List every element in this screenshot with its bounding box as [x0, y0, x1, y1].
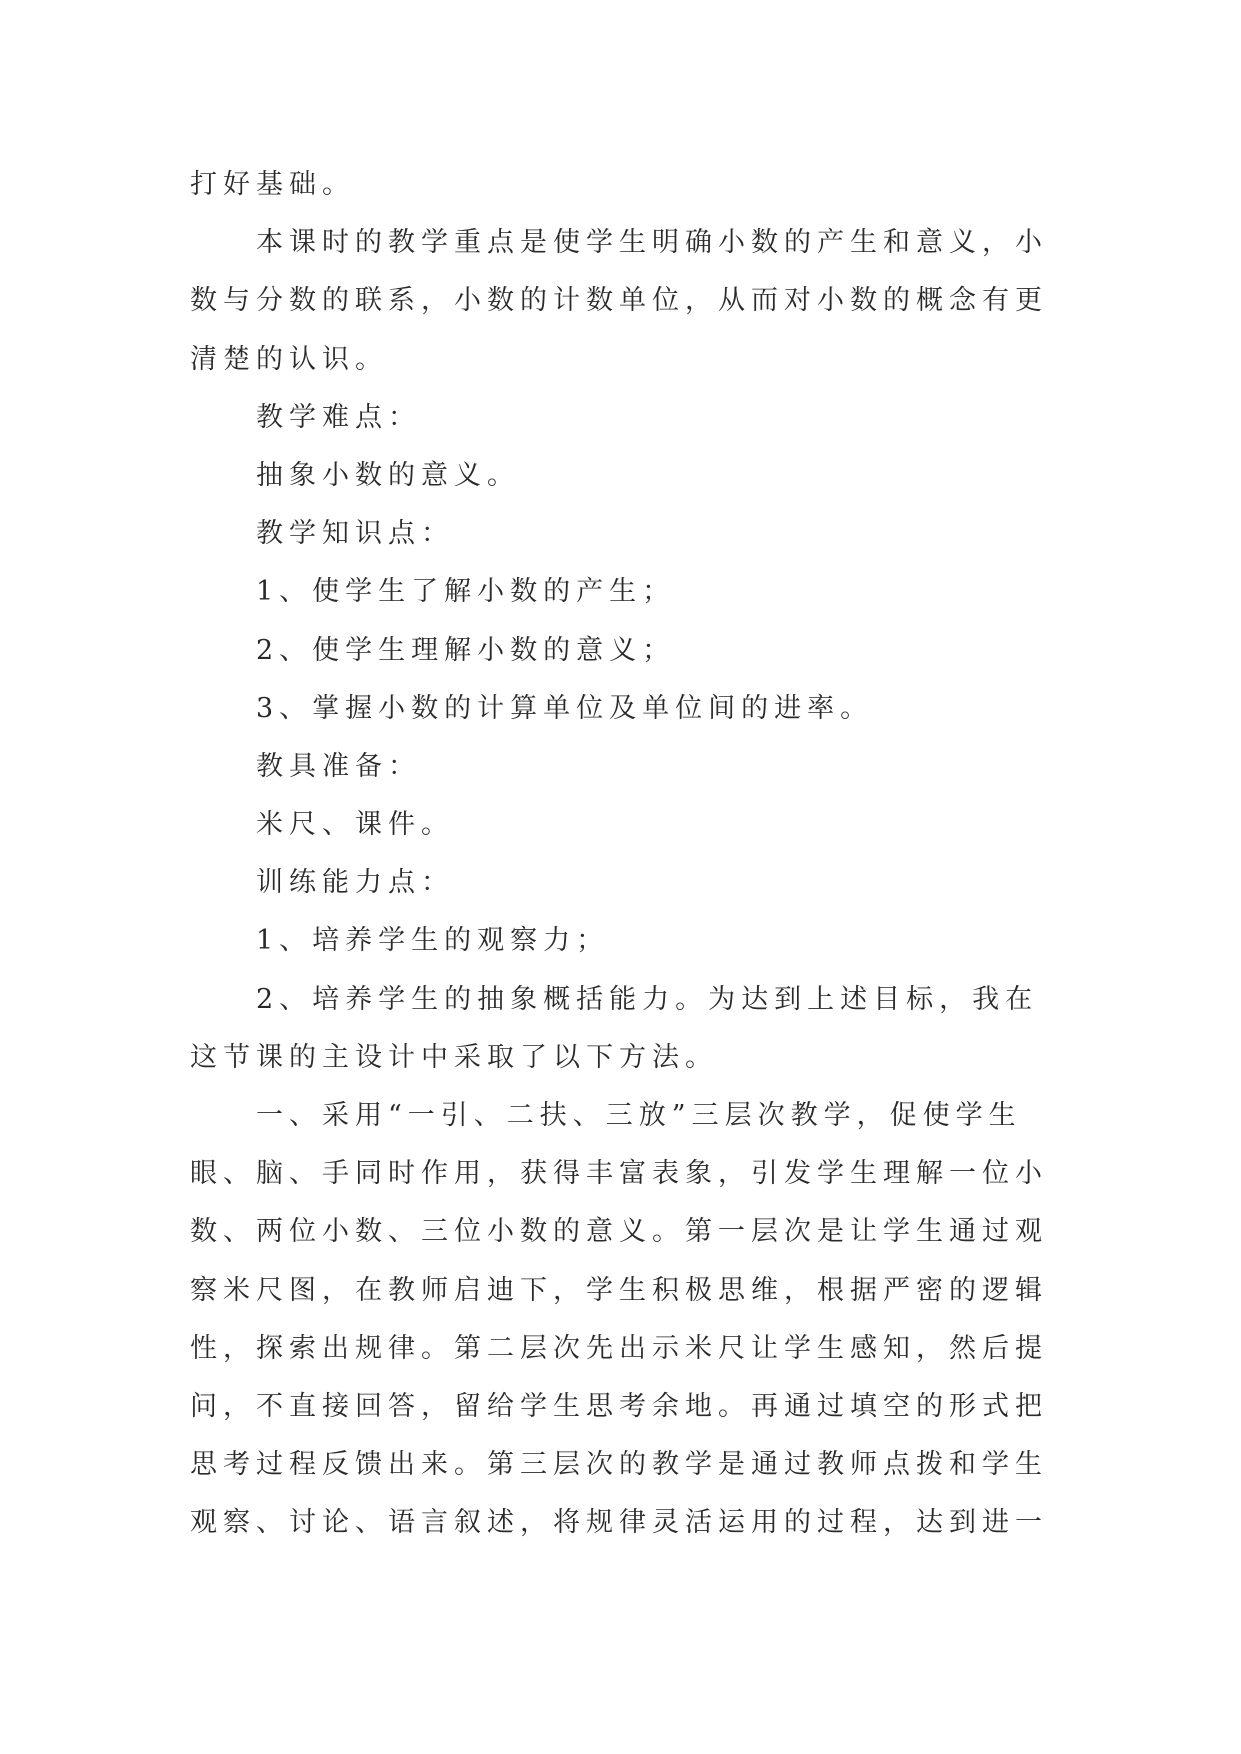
document-body	[190, 156, 1060, 1553]
list-item: 3、掌握小数的计算单位及单位间的进率。	[256, 692, 874, 724]
text-line: 数、两位小数、三位小数的意义。第一层次是让学生通过观	[190, 1216, 1048, 1248]
section-heading-knowledge-points: 教学知识点：	[256, 518, 454, 550]
section-heading-ability-points: 训练能力点：	[256, 867, 454, 899]
text-line: 这节课的主设计中采取了以下方法。	[190, 1041, 718, 1073]
section-heading-teaching-difficulty: 教学难点：	[256, 401, 421, 433]
text-line: 思考过程反馈出来。第三层次的教学是通过教师点拨和学生	[190, 1449, 1048, 1481]
text-line: 数与分数的联系，小数的计数单位，从而对小数的概念有更	[190, 285, 1048, 317]
text-line: 性，探索出规律。第二层次先出示米尺让学生感知，然后提	[190, 1332, 1048, 1364]
text-line: 抽象小数的意义。	[256, 459, 520, 491]
list-item: 2、培养学生的抽象概括能力。为达到上述目标，我在	[256, 983, 1039, 1015]
text-line: 问，不直接回答，留给学生思考余地。再通过填空的形式把	[190, 1390, 1048, 1422]
list-item: 1、培养学生的观察力；	[256, 925, 610, 957]
text-line: 打好基础。	[190, 169, 355, 200]
section-heading-teaching-aids: 教具准备：	[256, 750, 421, 782]
text-line: 一、采用“一引、二扶、三放”三层次教学，促使学生	[256, 1100, 1022, 1131]
list-item: 2、使学生理解小数的意义；	[256, 634, 676, 666]
text-line: 察米尺图，在教师启迪下，学生积极思维，根据严密的逻辑	[190, 1274, 1048, 1306]
text-line: 本课时的教学重点是使学生明确小数的产生和意义，小	[256, 227, 1048, 259]
text-line: 清楚的认识。	[190, 343, 388, 375]
text-line: 观察、讨论、语言叙述，将规律灵活运用的过程，达到进一	[190, 1507, 1048, 1539]
text-line: 眼、脑、手同时作用，获得丰富表象，引发学生理解一位小	[190, 1158, 1048, 1190]
list-item: 1、使学生了解小数的产生；	[256, 576, 676, 608]
text-line: 米尺、课件。	[256, 809, 454, 841]
